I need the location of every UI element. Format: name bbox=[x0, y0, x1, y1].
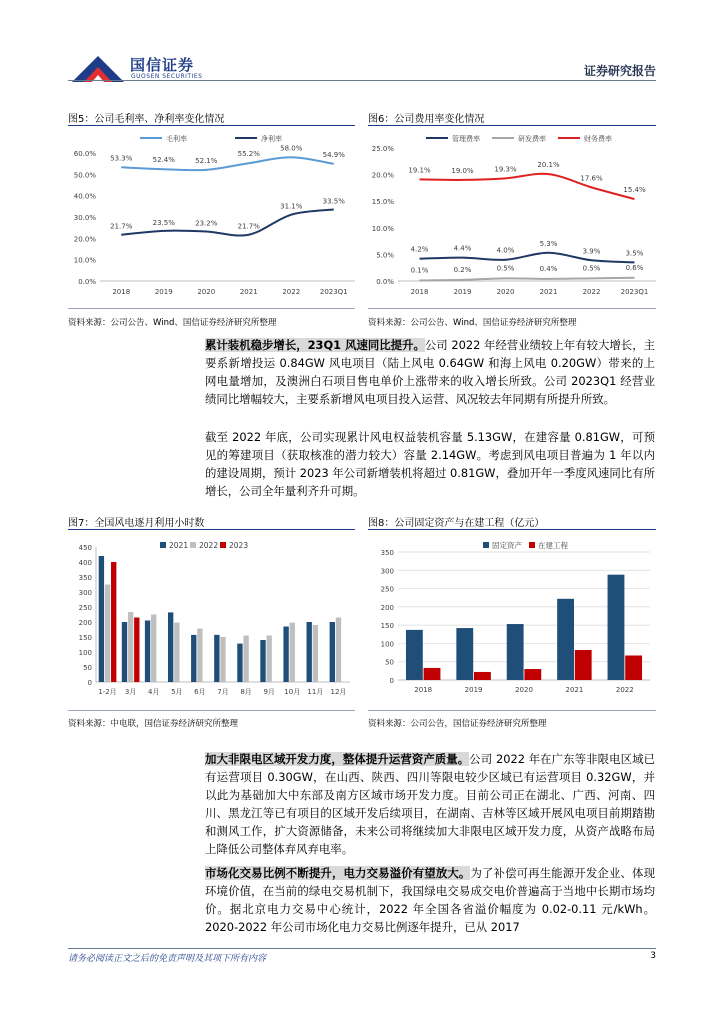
bar-2021 bbox=[307, 622, 312, 682]
fig6-bottom-rule bbox=[368, 308, 656, 309]
bar-2021 bbox=[237, 644, 242, 682]
data-label: 53.3% bbox=[110, 154, 133, 163]
paragraph-3-lead: 加大非限电区域开发力度，整体提升运营资产质量。 bbox=[205, 752, 470, 766]
bar-2022 bbox=[220, 637, 225, 682]
bar-固定资产 bbox=[507, 624, 524, 680]
legend-swatch bbox=[529, 542, 535, 548]
bar-2022 bbox=[151, 615, 156, 683]
fig8-bottom-rule bbox=[368, 710, 656, 711]
y-tick-label: 0.0% bbox=[78, 278, 96, 286]
x-tick-label: 2022 bbox=[582, 288, 601, 296]
data-label: 0.5% bbox=[582, 264, 601, 273]
bar-固定资产 bbox=[608, 575, 625, 680]
x-tick-label: 12月 bbox=[330, 688, 347, 696]
header-divider bbox=[68, 80, 656, 81]
fig7-chart bbox=[68, 532, 355, 708]
x-tick-label: 2018 bbox=[112, 288, 131, 296]
y-tick-label: 0.0% bbox=[376, 278, 394, 286]
legend-label: 2023 bbox=[229, 541, 249, 550]
fig5-chart bbox=[68, 128, 355, 306]
fig5-source: 资料来源：公司公告、Wind、国信证券经济研究所整理 bbox=[68, 318, 277, 328]
bar-2021 bbox=[283, 627, 288, 683]
fig6-chart bbox=[368, 128, 656, 306]
data-label: 21.7% bbox=[237, 222, 260, 231]
data-label: 4.4% bbox=[453, 244, 472, 253]
fig5-bottom-rule bbox=[68, 308, 355, 309]
fig8-title: 图8：公司固定资产与在建工程（亿元） bbox=[368, 518, 545, 529]
bar-2021 bbox=[260, 640, 265, 682]
data-label: 3.5% bbox=[625, 249, 644, 258]
x-tick-label: 10月 bbox=[284, 688, 301, 696]
y-tick-label: 400 bbox=[78, 559, 92, 567]
y-tick-label: 30.0% bbox=[73, 214, 96, 222]
legend-label: 净利率 bbox=[261, 135, 282, 143]
data-label: 0.1% bbox=[410, 266, 429, 275]
x-tick-label: 2020 bbox=[515, 686, 533, 694]
bar-在建工程 bbox=[474, 672, 491, 680]
x-tick-label: 4月 bbox=[147, 688, 160, 696]
fig6-source: 资料来源：公司公告、Wind、国信证券经济研究所整理 bbox=[368, 318, 577, 328]
bar-固定资产 bbox=[406, 630, 423, 680]
x-tick-label: 2021 bbox=[539, 288, 558, 296]
data-label: 20.1% bbox=[537, 161, 560, 170]
paragraph-4-body: 为了补偿可再生能源开发企业、体现环境价值，在当前的绿电交易机制下，我国绿电交易成交电价普遍高于当地中长期市场均价。据北京电力交易中心统计，2022 年全国各省溢价幅度为 0.02-0.11 元/kWh。2020-2022 年公司市场化电力交易比例逐年提升，已从 2017 bbox=[205, 866, 655, 934]
data-label: 33.5% bbox=[322, 197, 345, 206]
paragraph-2-body: 截至 2022 年底，公司实现累计风电权益装机容量 5.13GW，在建容量 0.81GW，可预见的筹建项目（获取核准的潜力较大）容量 2.14GW。考虑到风电项目普遍为 1 年以内的建设周期，预计 2023 年公司新增装机将超过 0.81GW，叠加开年一季度风速同比有所增长，公司全年量利齐升可期。 bbox=[205, 430, 655, 498]
fig7-title: 图7：全国风电逐月利用小时数 bbox=[68, 518, 205, 529]
legend-swatch bbox=[483, 542, 489, 548]
x-tick-label: 9月 bbox=[263, 688, 275, 696]
x-tick-label: 8月 bbox=[240, 688, 252, 696]
legend-swatch bbox=[160, 542, 166, 548]
fig8-top-rule bbox=[368, 529, 656, 530]
logo-english-name: GUOSEN SECURITIES bbox=[131, 73, 203, 80]
data-label: 0.2% bbox=[453, 265, 472, 274]
legend-swatch bbox=[220, 542, 226, 548]
x-tick-label: 2018 bbox=[414, 686, 433, 694]
bar-在建工程 bbox=[575, 650, 592, 680]
x-tick-label: 2023Q1 bbox=[620, 288, 649, 296]
logo-chinese-name: 国信证券 bbox=[130, 56, 195, 74]
x-tick-label: 2019 bbox=[464, 686, 483, 694]
fig8-source: 资料来源：公司公告，国信证券经济研究所整理 bbox=[368, 719, 547, 729]
bar-2022 bbox=[243, 636, 248, 683]
fig7-source: 资料来源：中电联，国信证券经济研究所整理 bbox=[68, 719, 239, 729]
data-label: 52.4% bbox=[152, 156, 175, 165]
y-tick-label: 25.0% bbox=[371, 145, 394, 153]
data-label: 4.0% bbox=[496, 246, 515, 255]
paragraph-3-body: 公司 2022 年在广东等非限电区域已有运营项目 0.30GW，在山西、陕西、四川等限电较少区域已有运营项目 0.32GW，并以此为基础加大中东部及南方区域市场开发力度。目前公司正在湖北、广西、河南、四川、黑龙江等已有项目的区域开发后续项目，在湖南、吉林等区域开展风电项目前期踏勘和测风工作，扩大资源储备，未来公司将继续加大非限电区域开发力度，从资产战略布局上降低公司整体弃风弃电率。 bbox=[205, 752, 655, 856]
data-label: 19.3% bbox=[494, 165, 517, 174]
bar-2023 bbox=[134, 618, 139, 683]
data-label: 19.1% bbox=[408, 166, 431, 175]
y-tick-label: 15.0% bbox=[371, 198, 394, 207]
y-tick-label: 50.0% bbox=[73, 171, 96, 180]
bar-2021 bbox=[214, 635, 219, 682]
y-tick-label: 10.0% bbox=[371, 224, 394, 233]
x-tick-label: 2019 bbox=[154, 288, 173, 296]
page-number: 3 bbox=[650, 951, 656, 961]
y-tick-label: 200 bbox=[78, 619, 92, 627]
y-tick-label: 350 bbox=[78, 574, 92, 582]
paragraph-capacity-outlook bbox=[205, 428, 655, 500]
bar-2022 bbox=[105, 585, 110, 683]
y-tick-label: 300 bbox=[78, 589, 92, 597]
data-label: 52.1% bbox=[195, 156, 218, 165]
y-tick-label: 20.0% bbox=[73, 235, 96, 244]
bar-2021 bbox=[122, 622, 127, 682]
x-tick-label: 11月 bbox=[307, 688, 324, 696]
x-tick-label: 2021 bbox=[239, 288, 258, 296]
bar-固定资产 bbox=[557, 599, 574, 680]
bar-2022 bbox=[336, 618, 341, 683]
data-label: 21.7% bbox=[110, 222, 133, 231]
data-label: 23.2% bbox=[195, 219, 218, 228]
data-label: 19.0% bbox=[451, 166, 474, 175]
legend-label: 财务费率 bbox=[584, 135, 612, 143]
x-tick-label: 2022 bbox=[615, 686, 634, 694]
y-tick-label: 150 bbox=[78, 634, 92, 642]
bar-2022 bbox=[290, 623, 295, 682]
fig8-chart bbox=[368, 532, 656, 708]
bar-2022 bbox=[174, 623, 179, 682]
y-tick-label: 350 bbox=[380, 549, 394, 557]
paragraph-market-trading bbox=[205, 864, 655, 936]
legend-swatch bbox=[190, 542, 196, 548]
x-tick-label: 2022 bbox=[282, 288, 301, 296]
data-label: 55.2% bbox=[237, 150, 260, 159]
data-label: 31.1% bbox=[280, 202, 303, 211]
y-tick-label: 250 bbox=[78, 604, 92, 612]
x-tick-label: 3月 bbox=[124, 688, 137, 696]
x-tick-label: 1-2月 bbox=[98, 688, 117, 696]
bar-2022 bbox=[267, 636, 272, 683]
x-tick-label: 7月 bbox=[217, 688, 229, 696]
paragraph-4-lead: 市场化交易比例不断提升，电力交易溢价有望放大。 bbox=[205, 866, 471, 880]
paragraph-installed-capacity bbox=[205, 336, 655, 408]
fig5-title: 图5：公司毛利率、净利率变化情况 bbox=[68, 114, 225, 125]
y-tick-label: 60.0% bbox=[73, 150, 96, 158]
y-tick-label: 200 bbox=[380, 603, 394, 612]
legend-label: 2022 bbox=[199, 541, 219, 550]
legend-label: 在建工程 bbox=[538, 541, 568, 550]
x-tick-label: 2023Q1 bbox=[319, 288, 348, 296]
fig7-top-rule bbox=[68, 529, 355, 530]
data-label: 4.2% bbox=[410, 245, 429, 254]
x-tick-label: 6月 bbox=[194, 688, 206, 696]
y-tick-label: 10.0% bbox=[73, 256, 96, 265]
y-tick-label: 0 bbox=[87, 679, 92, 687]
x-tick-label: 2018 bbox=[410, 288, 429, 296]
legend-label: 研发费率 bbox=[518, 135, 546, 143]
bar-2021 bbox=[99, 556, 104, 682]
paragraph-non-curtailed-regions bbox=[205, 750, 655, 858]
x-tick-label: 2020 bbox=[197, 288, 216, 296]
bar-2022 bbox=[128, 612, 133, 682]
bar-2021 bbox=[191, 635, 196, 682]
data-label: 0.4% bbox=[539, 264, 558, 273]
bar-2021 bbox=[330, 622, 335, 682]
x-tick-label: 2021 bbox=[565, 686, 584, 694]
data-label: 15.4% bbox=[623, 186, 646, 195]
fig7-bottom-rule bbox=[68, 710, 355, 711]
bar-2022 bbox=[197, 629, 202, 682]
fig6-title: 图6：公司费用率变化情况 bbox=[368, 114, 485, 125]
y-tick-label: 50 bbox=[83, 664, 92, 672]
data-label: 3.9% bbox=[582, 247, 601, 256]
y-tick-label: 0 bbox=[389, 677, 394, 685]
y-tick-label: 100 bbox=[380, 640, 394, 649]
bar-在建工程 bbox=[625, 655, 642, 680]
data-label: 17.6% bbox=[580, 174, 603, 183]
y-tick-label: 250 bbox=[380, 585, 394, 594]
y-tick-label: 50 bbox=[385, 658, 394, 667]
y-tick-label: 5.0% bbox=[376, 251, 394, 260]
data-label: 58.0% bbox=[280, 144, 303, 153]
fig6-top-rule bbox=[368, 125, 656, 126]
bar-在建工程 bbox=[524, 669, 541, 680]
y-tick-label: 100 bbox=[78, 649, 92, 657]
report-type-label: 证券研究报告 bbox=[583, 64, 656, 78]
legend-label: 2021 bbox=[169, 541, 189, 550]
paragraph-1-body: 公司 2022 年经营业绩较上年有较大增长，主要系新增投运 0.84GW 风电项目（陆上风电 0.64GW 和海上风电 0.20GW）带来的上网电量增加，及澳洲白石项目售电单价上涨带来的收入增长所致。公司 2023Q1 经营业绩同比增幅较大，主要系新增风电项目投入运营、风况较去年同期有所提升所致。 bbox=[205, 338, 655, 406]
x-tick-label: 5月 bbox=[171, 688, 183, 696]
y-tick-label: 40.0% bbox=[73, 192, 96, 201]
data-label: 0.5% bbox=[496, 264, 515, 273]
bar-在建工程 bbox=[424, 668, 441, 680]
bar-2022 bbox=[313, 625, 318, 682]
data-label: 5.3% bbox=[539, 239, 558, 248]
bar-2021 bbox=[145, 621, 150, 683]
x-tick-label: 2019 bbox=[453, 288, 472, 296]
footer-disclaimer: 请务必阅读正文之后的免责声明及其项下所有内容 bbox=[68, 954, 267, 964]
data-label: 54.9% bbox=[322, 150, 345, 159]
fig5-top-rule bbox=[68, 125, 355, 126]
x-tick-label: 2020 bbox=[496, 288, 515, 296]
bar-2021 bbox=[168, 612, 173, 682]
series-line-1 bbox=[420, 278, 635, 281]
paragraph-1-lead: 累计装机稳步增长，23Q1 风速同比提升。 bbox=[205, 338, 425, 352]
data-label: 23.5% bbox=[152, 218, 175, 227]
legend-label: 固定资产 bbox=[492, 541, 522, 550]
y-tick-label: 450 bbox=[78, 544, 92, 552]
legend-label: 管理费率 bbox=[452, 135, 480, 143]
footer-divider bbox=[68, 948, 656, 949]
series-line-0 bbox=[420, 253, 635, 263]
data-label: 0.6% bbox=[625, 263, 644, 272]
bar-固定资产 bbox=[456, 628, 473, 680]
y-tick-label: 300 bbox=[380, 567, 394, 576]
y-tick-label: 150 bbox=[380, 622, 394, 631]
legend-label: 毛利率 bbox=[166, 135, 187, 143]
bar-2023 bbox=[111, 562, 116, 682]
y-tick-label: 20.0% bbox=[371, 171, 394, 180]
